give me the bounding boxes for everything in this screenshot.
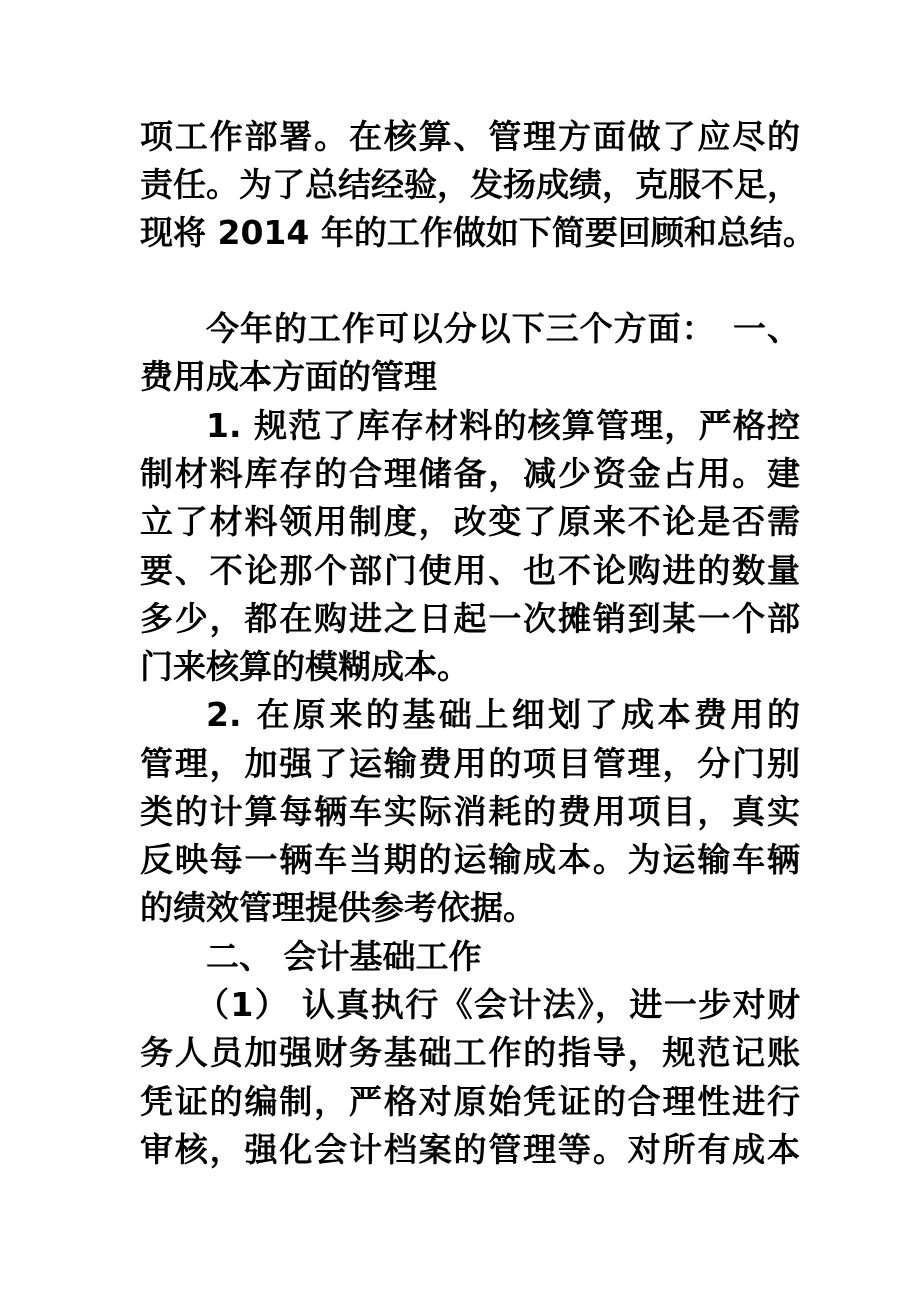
text-line: （1） 认真执行《会计法》，进一步对财 bbox=[196, 985, 800, 1024]
text-line: 费用成本方面的管理 bbox=[140, 357, 437, 396]
text-line: 门来核算的模糊成本。 bbox=[140, 647, 470, 686]
text-line: 制材料库存的合理储备，减少资金占用。建 bbox=[140, 454, 800, 493]
text-line: 务人员加强财务基础工作的指导，规范记账 bbox=[140, 1033, 800, 1072]
text-line: 类的计算每辆车实际消耗的费用项目，真实 bbox=[140, 792, 800, 831]
text-line: 今年的工作可以分以下三个方面： 一、 bbox=[206, 309, 800, 348]
text-line: 审核，强化会计档案的管理等。对所有成本 bbox=[140, 1130, 800, 1169]
section-heading: 二、 会计基础工作 bbox=[206, 937, 482, 976]
text-line: 的绩效管理提供参考依据。 bbox=[140, 888, 536, 927]
text-line: 凭证的编制，严格对原始凭证的合理性进行 bbox=[140, 1082, 800, 1121]
text-line: 现将 2014 年的工作做如下简要回顾和总结。 bbox=[140, 213, 816, 252]
text-line: 2. 在原来的基础上细划了成本费用的 bbox=[206, 695, 800, 734]
text-line: 多少，都在购进之日起一次摊销到某一个部 bbox=[140, 599, 800, 638]
text-line: 责任。为了总结经验，发扬成绩，克服不足， bbox=[140, 165, 800, 204]
text-line: 项工作部署。在核算、管理方面做了应尽的 bbox=[140, 117, 800, 156]
text-line: 立了材料领用制度，改变了原来不论是否需 bbox=[140, 502, 800, 541]
text-line: 管理，加强了运输费用的项目管理，分门别 bbox=[140, 744, 800, 783]
text-line: 要、不论那个部门使用、也不论购进的数量 bbox=[140, 551, 800, 590]
text-line: 1. 规范了库存材料的核算管理，严格控 bbox=[206, 406, 800, 445]
text-line: 反映每一辆车当期的运输成本。为运输车辆 bbox=[140, 840, 800, 879]
